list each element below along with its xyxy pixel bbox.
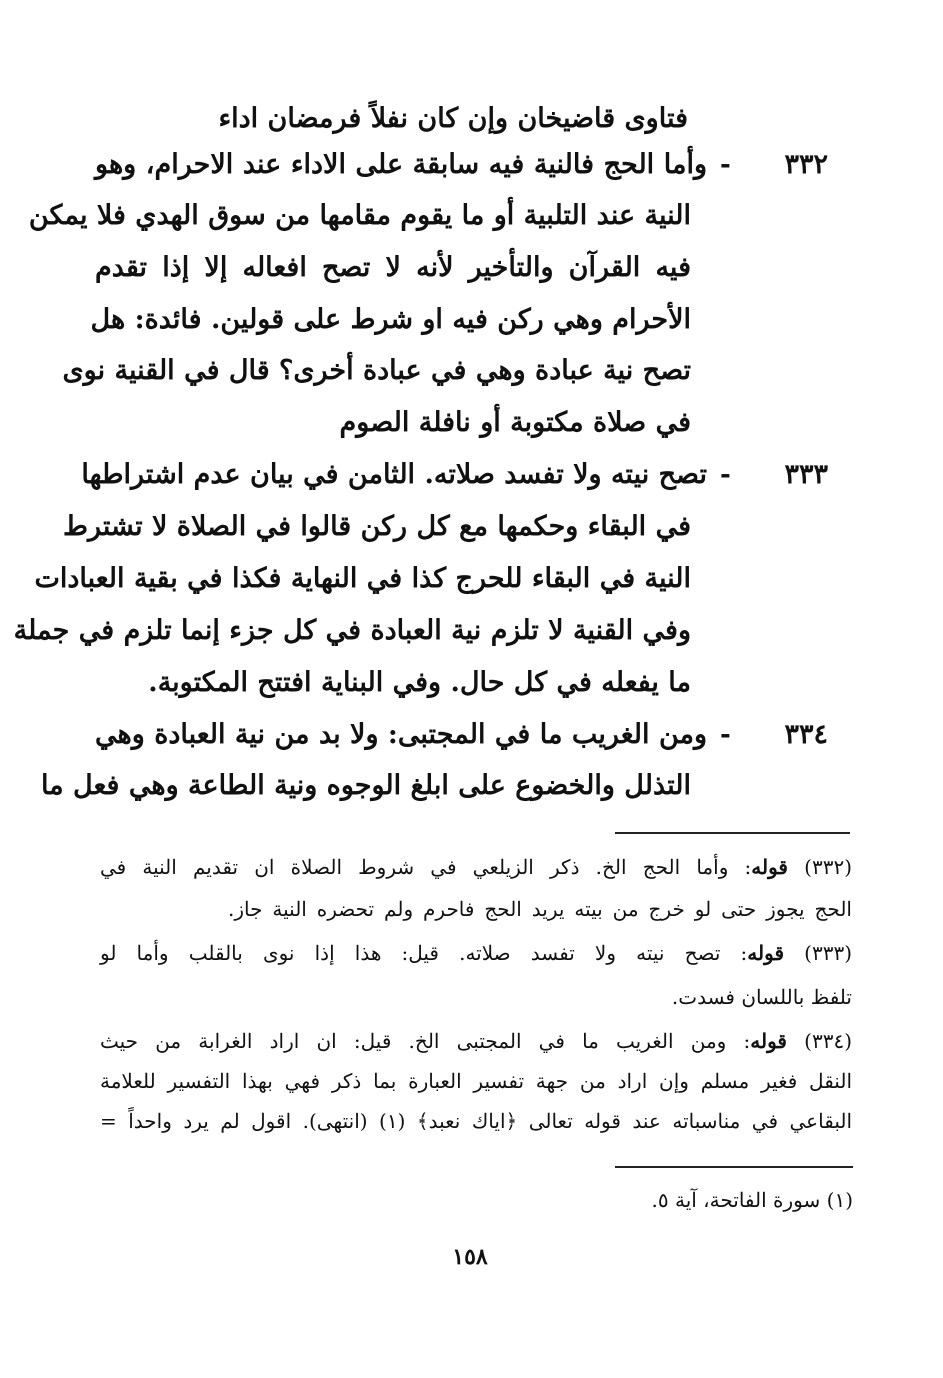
main-line-10: النية في البقاء للحرج كذا في النهاية فكذا في بقية العبادات: [34, 563, 691, 594]
main-line-2: وأما الحج فالنية فيه سابقة على الاداء عند الاحرام، وهو: [95, 149, 707, 180]
footnote-number: (٣٣٣): [804, 941, 852, 965]
main-line-6: تصح نية عبادة وهي في عبادة أخرى؟ قال في القنية نوى: [62, 355, 691, 386]
footnote-separator: [615, 832, 850, 834]
main-line-4: فيه القرآن والتأخير لأنه لا تصح افعاله إلا إذا تقدم: [95, 252, 691, 283]
paragraph-number-333: ٣٣٣: [784, 459, 828, 490]
footnote-label: قوله: [751, 855, 788, 879]
paragraph-dash: -: [720, 150, 731, 180]
bottom-note: (١) سورة الفاتحة، آية ٥.: [651, 1188, 853, 1212]
main-line-1: فتاوى قاضيخان وإن كان نفلاً فرمضان اداء: [218, 103, 688, 134]
footnote-text: : وأما الحج الخ. ذكر الزيلعي في شروط الصلاة ان تقديم النية في: [100, 855, 752, 879]
main-line-8: تصح نيته ولا تفسد صلاته. الثامن في بيان عدم اشتراطها: [81, 459, 707, 490]
footnote-line-4: تلفظ باللسان فسدت.: [671, 985, 852, 1009]
footnote-label: قوله: [747, 941, 785, 965]
main-line-7: في صلاة مكتوبة أو نافلة الصوم: [339, 407, 691, 438]
paragraph-number-334: ٣٣٤: [784, 719, 828, 750]
paragraph-dash: -: [720, 460, 731, 490]
main-line-13: ومن الغريب ما في المجتبى: ولا بد من نية العبادة وهي: [95, 719, 708, 750]
footnote-line-2: الحج يجوز حتى لو خرج من بيته يريد الحج فاحرم ولم تحضره النية جاز.: [228, 897, 852, 921]
footnote-line-5: [100, 1024, 852, 1058]
footnote-number: (٣٣٤): [804, 1029, 852, 1053]
footnote-line-7: البقاعي في مناسباته عند قوله تعالى ﴿اياك نعبد﴾ (١) (انتهى). اقول لم يرد واحداً =: [100, 1109, 853, 1133]
main-line-14: التذلل والخضوع على ابلغ الوجوه ونية الطاعة وهي فعل ما: [40, 770, 691, 801]
main-line-12: ما يفعله في كل حال. وفي البناية افتتح المكتوبة.: [148, 667, 691, 698]
main-line-11: وفي القنية لا تلزم نية العبادة في كل جزء إنما تلزم في جملة: [13, 615, 691, 646]
footnote-number: (٣٣٢): [804, 855, 853, 879]
footnote-text: : ومن الغريب ما في المجتبى الخ. قيل: ان اراد الغرابة من حيث: [100, 1029, 751, 1053]
paragraph-dash: -: [720, 720, 731, 750]
footnote-label: قوله: [750, 1029, 787, 1053]
main-line-3: النية عند التلبية أو ما يقوم مقامها من سوق الهدي فلا يمكن: [28, 200, 691, 231]
footnote-line-1: [100, 850, 852, 884]
footnote-line-3: [100, 936, 852, 970]
main-line-5: الأحرام وهي ركن فيه او شرط على قولين. فائدة: هل: [90, 304, 691, 335]
footnote-line-6: النقل فغير مسلم وإن اراد من جهة تفسير العبارة بما ذكر فهي بهذا التفسير للعلامة: [100, 1069, 852, 1093]
page-number: ١٥٨: [452, 1244, 488, 1270]
bottom-note-separator: [615, 1166, 853, 1168]
main-line-9: في البقاء وحكمها مع كل ركن قالوا في الصلاة لا تشترط: [62, 511, 691, 542]
paragraph-number-332: ٣٣٢: [784, 149, 828, 180]
footnote-text: : تصح نيته ولا تفسد صلاته. قيل: هذا إذا نوى بالقلب وأما لو: [100, 941, 748, 965]
